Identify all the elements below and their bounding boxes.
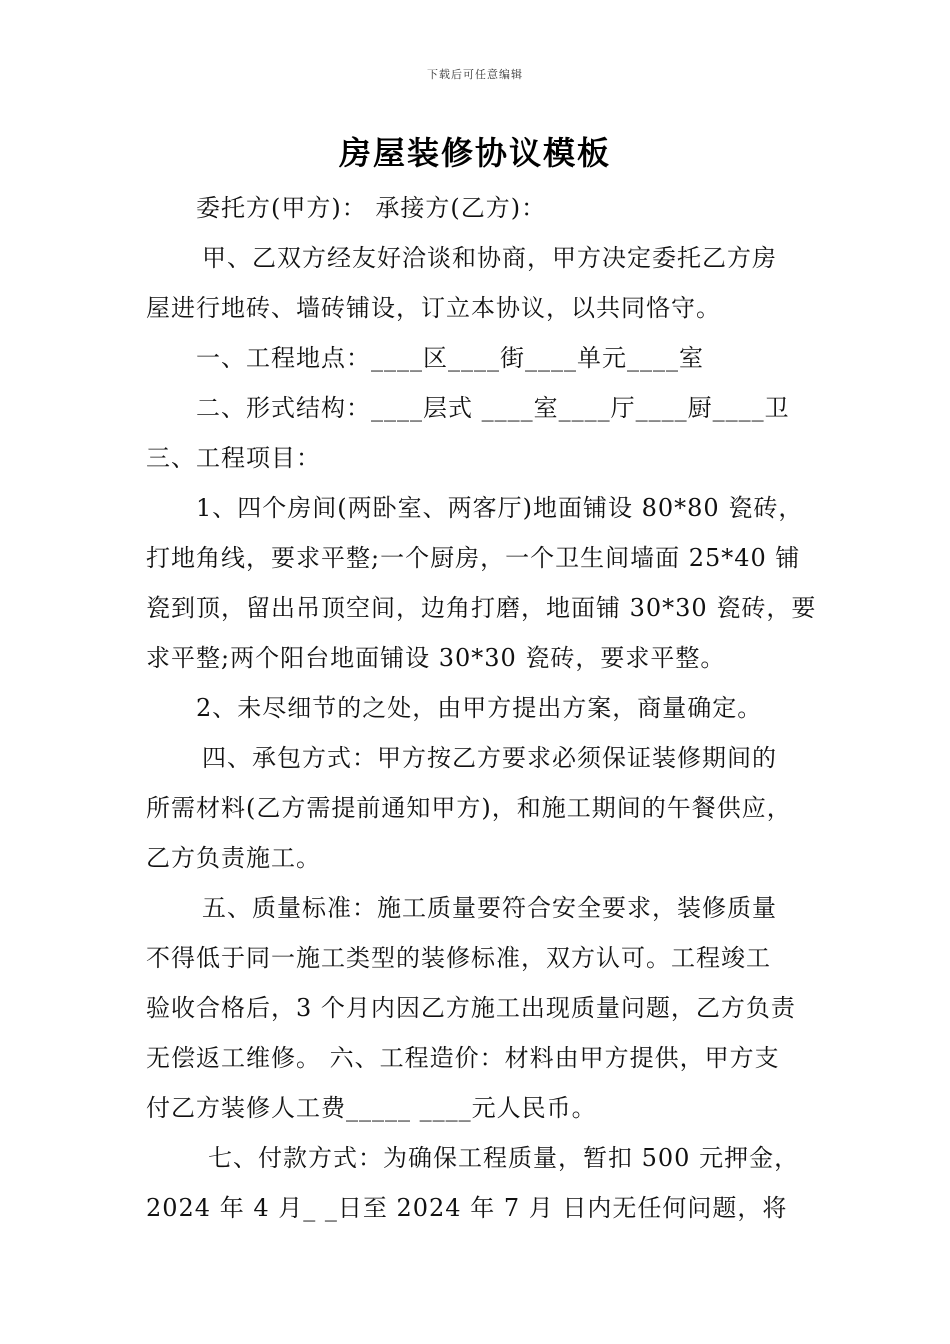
paragraph-line: 瓷到顶，留出吊顶空间，边角打磨，地面铺 30*30 瓷砖，要 xyxy=(146,594,816,622)
paragraph-line: 验收合格后，3 个月内因乙方施工出现质量问题，乙方负责 xyxy=(146,994,796,1022)
document-body xyxy=(146,183,816,1233)
paragraph-line: 付乙方装修人工费_____ ____元人民币。 xyxy=(146,1094,597,1122)
paragraph-line: 屋进行地砖、墙砖铺设，订立本协议，以共同恪守。 xyxy=(146,294,721,322)
paragraph-line: 1、四个房间(两卧室、两客厅)地面铺设 80*80 瓷砖， xyxy=(196,494,804,522)
paragraph-line: 一、工程地点：____区____街____单元____室 xyxy=(196,344,704,372)
paragraph-line: 2、未尽细节的之处，由甲方提出方案，商量确定。 xyxy=(196,694,763,722)
paragraph-line: 乙方负责施工。 xyxy=(146,844,321,872)
paragraph-line: 委托方(甲方)： 承接方(乙方)： xyxy=(196,194,547,222)
paragraph-line: 七、付款方式：为确保工程质量，暂扣 500 元押金， xyxy=(208,1144,800,1172)
paragraph-line: 打地角线，要求平整;一个厨房，一个卫生间墙面 25*40 铺 xyxy=(146,544,801,572)
document-title: 房屋装修协议模板 xyxy=(338,134,611,172)
paragraph-line: 无偿返工维修。 六、工程造价：材料由甲方提供，甲方支 xyxy=(146,1044,780,1072)
paragraph-line: 甲、乙双方经友好洽谈和协商，甲方决定委托乙方房 xyxy=(202,244,777,272)
header-note: 下载后可任意编辑 xyxy=(427,68,523,81)
paragraph-line: 五、质量标准：施工质量要符合安全要求，装修质量 xyxy=(202,894,777,922)
paragraph-line: 二、形式结构：____层式 ____室____厅____厨____卫 xyxy=(196,394,790,422)
paragraph-line: 2024 年 4 月_ _日至 2024 年 7 月 日内无任何问题，将 xyxy=(146,1194,788,1222)
paragraph-line: 三、工程项目： xyxy=(146,444,321,472)
paragraph-line: 求平整;两个阳台地面铺设 30*30 瓷砖，要求平整。 xyxy=(146,644,726,672)
paragraph-line: 所需材料(乙方需提前通知甲方)，和施工期间的午餐供应， xyxy=(146,794,792,822)
paragraph-line: 四、承包方式：甲方按乙方要求必须保证装修期间的 xyxy=(202,744,777,772)
paragraph-line: 不得低于同一施工类型的装修标准，双方认可。工程竣工 xyxy=(146,944,771,972)
